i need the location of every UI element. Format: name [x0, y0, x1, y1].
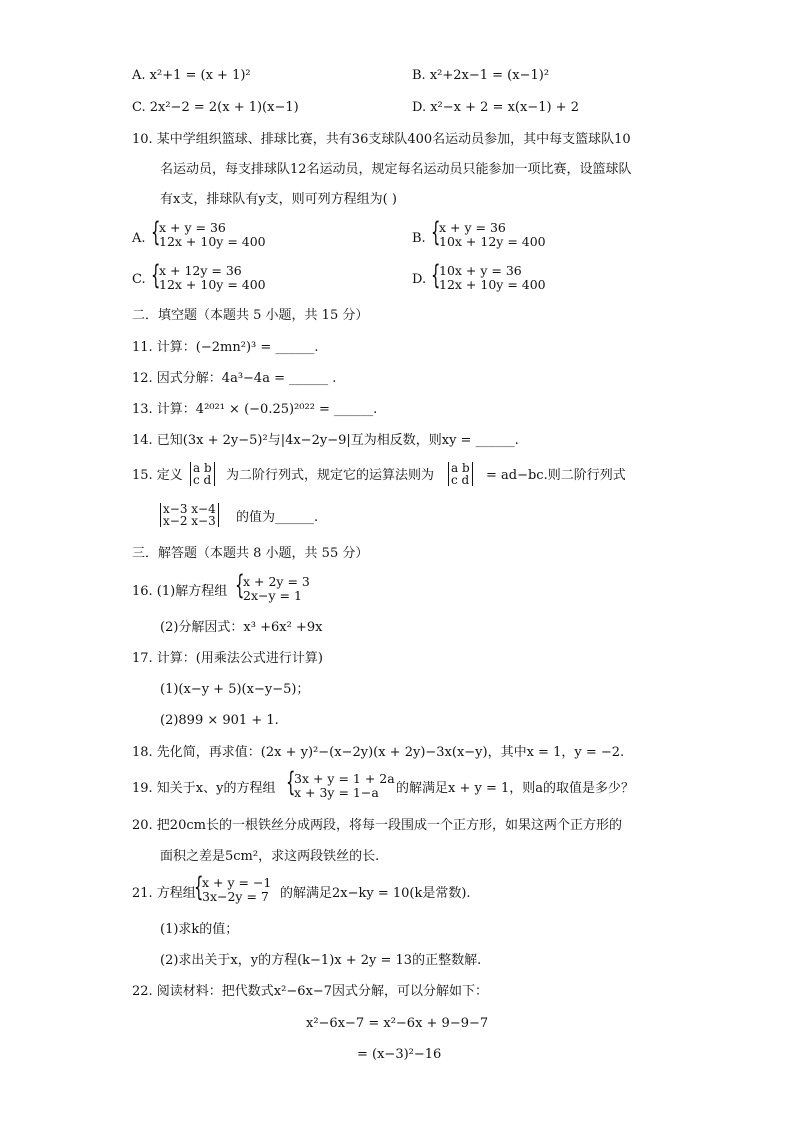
q9-option-d: D. x²−x + 2 = x(x−1) + 2 [412, 100, 579, 115]
q21-part1: (1)求k的值； [160, 922, 239, 937]
det-row1: a b [193, 461, 212, 475]
q15-mid: 为二阶行列式，规定它的运算法则为 [226, 468, 435, 483]
q19-suffix: 的解满足x + y = 1，则a的取值是多少？ [396, 781, 635, 796]
brace-icon: { [151, 217, 161, 248]
q16-part2: (2)分解因式：x³ +6x² +9x [160, 620, 323, 635]
q11: 11. 计算：(−2mn²)³ = ______. [132, 340, 319, 355]
q10-line2: 名运动员，每支排球队12名运动员，规定每名运动员只能参加一项比赛，设篮球队 [160, 162, 632, 177]
q13: 13. 计算：4²⁰²¹ × (−0.25)²⁰²² = ______. [132, 402, 378, 417]
q21-prefix: 21. 方程组 [132, 886, 196, 901]
q17-title: 17. 计算：(用乘法公式进行计算) [132, 651, 323, 666]
q22-step2: = (x−3)²−16 [357, 1047, 442, 1062]
q16-eq1: x + 2y = 3 [243, 574, 310, 589]
q16-eq2: 2x−y = 1 [243, 588, 302, 603]
brace-icon: { [194, 872, 204, 903]
q12: 12. 因式分解：4a³−4a = ______ . [132, 371, 337, 386]
q10-b-eq2: 10x + 12y = 400 [439, 234, 546, 249]
q10-a-eq2: 12x + 10y = 400 [159, 234, 266, 249]
q9-option-b: B. x²+2x−1 = (x−1)² [412, 68, 550, 83]
q9-option-a: A. x²+1 = (x + 1)² [132, 68, 251, 83]
q17-part2: (2)899 × 901 + 1. [160, 713, 279, 728]
det-row1: x−3 x−4 [163, 502, 216, 516]
q21-suffix: 的解满足2x−ky = 10(k是常数). [280, 886, 471, 901]
section-2-title: 二．填空题（本题共 5 小题，共 15 分） [132, 308, 369, 323]
q18: 18. 先化简，再求值：(2x + y)²−(x−2y)(x + 2y)−3x(x−y)，其中x = 1，y = −2. [132, 745, 625, 760]
q21-part2: (2)求出关于x，y的方程(k−1)x + 2y = 13的正整数解. [160, 953, 482, 968]
q10-c-eq2: 12x + 10y = 400 [159, 277, 266, 292]
q10-line1: 10. 某中学组织篮球、排球比赛，共有36支球队400名运动员参加，其中每支篮球队10 [132, 132, 631, 147]
q15-suffix: = ad−bc.则二阶行列式 [486, 468, 626, 483]
q21-eq2: 3x−2y = 7 [202, 889, 269, 904]
q10-line3: 有x支，排球队有y支，则可列方程组为( ) [160, 192, 397, 207]
q15-prefix: 15. 定义 [132, 468, 183, 483]
q10-option-b-label: B. [412, 231, 426, 246]
q17-part1: (1)(x−y + 5)(x−y−5)； [160, 682, 310, 697]
q10-d-eq2: 12x + 10y = 400 [439, 277, 546, 292]
q10-option-d-label: D. [412, 272, 427, 287]
q20-line1: 20. 把20cm长的一根铁丝分成两段，将每一段围成一个正方形，如果这两个正方形的 [132, 818, 622, 833]
det-row1: a b [451, 461, 470, 475]
det-row2: x−2 x−3 [163, 514, 216, 528]
q19-prefix: 19. 知关于x、y的方程组 [132, 781, 276, 796]
q9-option-c: C. 2x²−2 = 2(x + 1)(x−1) [132, 100, 299, 115]
q19-eq2: x + 3y = 1−a [294, 785, 379, 800]
determinant-x [160, 503, 219, 527]
q19-eq1: 3x + y = 1 + 2a [294, 771, 395, 786]
q10-b-eq1: x + y = 36 [439, 220, 506, 235]
q14: 14. 已知(3x + 2y−5)²与|4x−2y−9|互为相反数，则xy = ______. [132, 433, 519, 448]
q10-d-eq1: 10x + y = 36 [439, 263, 522, 278]
q21-eq1: x + y = −1 [202, 875, 272, 890]
brace-icon: { [286, 767, 296, 798]
q16-prefix: 16. (1)解方程组 [132, 584, 228, 599]
q22-line1: 22. 阅读材料：把代数式x²−6x−7因式分解，可以分解如下： [132, 984, 489, 999]
q15-end: 的值为______. [236, 510, 319, 525]
brace-icon: { [235, 570, 245, 601]
brace-icon: { [431, 217, 441, 248]
determinant-abcd [190, 462, 215, 486]
brace-icon: { [151, 260, 161, 291]
q10-c-eq1: x + 12y = 36 [159, 263, 242, 278]
section-3-title: 三．解答题（本题共 8 小题，共 55 分） [132, 546, 369, 561]
q10-option-a-label: A. [132, 231, 146, 246]
det-row2: c d [451, 473, 470, 487]
q10-option-c-label: C. [132, 272, 146, 287]
det-row2: c d [193, 473, 212, 487]
q20-line2: 面积之差是5cm²，求这两段铁丝的长. [160, 849, 380, 864]
q10-a-eq1: x + y = 36 [159, 220, 226, 235]
q22-step1: x²−6x−7 = x²−6x + 9−9−7 [306, 1016, 489, 1031]
determinant-abcd [448, 462, 473, 486]
brace-icon: { [431, 260, 441, 291]
